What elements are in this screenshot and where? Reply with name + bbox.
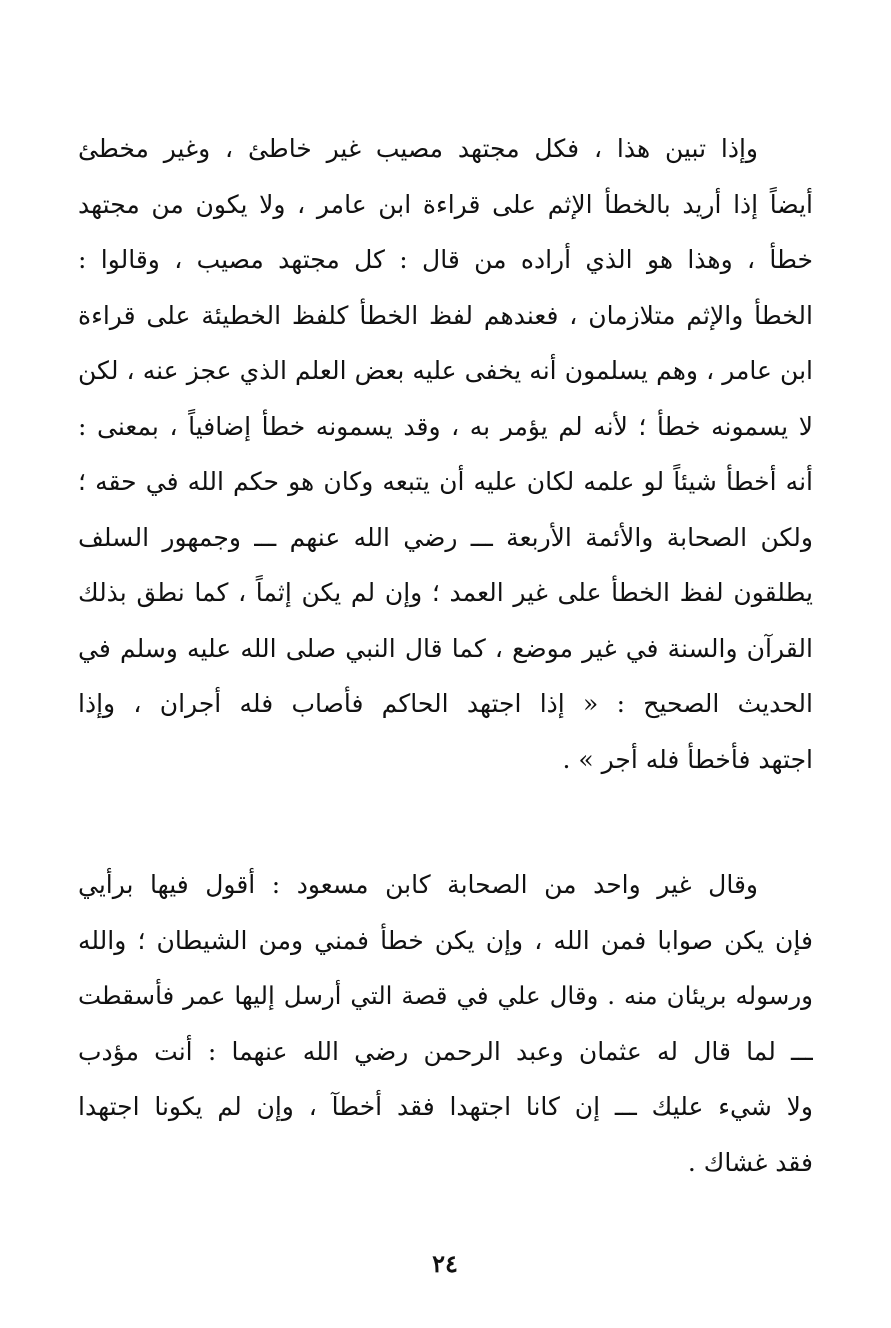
text-line: أنه أخطأ شيئاً لو علمه لكان عليه أن يتبعه وكان هو حكم الله في حقه ؛ — [78, 467, 813, 496]
text-line: ولكن الصحابة والأئمة الأربعة ـــ رضي الله عنهم ـــ وجمهور السلف — [78, 522, 813, 552]
text-line: فإن يكن صوابا فمن الله ، وإن يكن خطأ فمني ومن الشيطان ؛ والله — [78, 925, 813, 955]
text-line: ـــ لما قال له عثمان وعبد الرحمن رضي الله عنهما : أنت مؤدب — [78, 1036, 813, 1066]
text-line: وإذا تبين هذا ، فكل مجتهد مصيب غير خاطئ ، وغير مخطئ — [78, 134, 758, 163]
text-line: ورسوله بريئان منه . وقال علي في قصة التي أرسل إليها عمر فأسقطت — [78, 981, 813, 1010]
text-line: خطأ ، وهذا هو الذي أراده من قال : كل مجتهد مصيب ، وقالوا : — [78, 245, 813, 274]
text-line: الخطأ والإثم متلازمان ، فعندهم لفظ الخطأ كلفظ الخطيئة على قراءة — [78, 300, 813, 330]
text-line: أيضاً إذا أريد بالخطأ الإثم على قراءة ابن عامر ، ولا يكون من مجتهد — [78, 189, 813, 219]
text-line: اجتهد فأخطأ فله أجر » . — [562, 744, 813, 774]
text-line: ابن عامر ، وهم يسلمون أنه يخفى عليه بعض العلم الذي عجز عنه ، لكن — [78, 356, 813, 385]
text-line: الحديث الصحيح : « إذا اجتهد الحاكم فأصاب فله أجران ، وإذا — [78, 689, 813, 718]
paragraph-2 — [78, 857, 813, 1190]
text-line: ولا شيء عليك ـــ إن كانا اجتهدا فقد أخطآ ، وإن لم يكونا اجتهدا — [78, 1092, 813, 1121]
page-number: ٢٤ — [432, 1249, 458, 1278]
text-line: وقال غير واحد من الصحابة كابن مسعود : أقول فيها برأيي — [78, 870, 758, 899]
paragraph-1 — [78, 121, 813, 787]
text-line: فقد غشاك . — [687, 1147, 813, 1177]
text-line: يطلقون لفظ الخطأ على غير العمد ؛ وإن لم يكن إثماً ، كما نطق بذلك — [78, 578, 813, 607]
text-line: لا يسمونه خطأ ؛ لأنه لم يؤمر به ، وقد يسمونه خطأ إضافياً ، بمعنى : — [78, 411, 813, 441]
text-line: القرآن والسنة في غير موضع ، كما قال النبي صلى الله عليه وسلم في — [78, 633, 813, 663]
